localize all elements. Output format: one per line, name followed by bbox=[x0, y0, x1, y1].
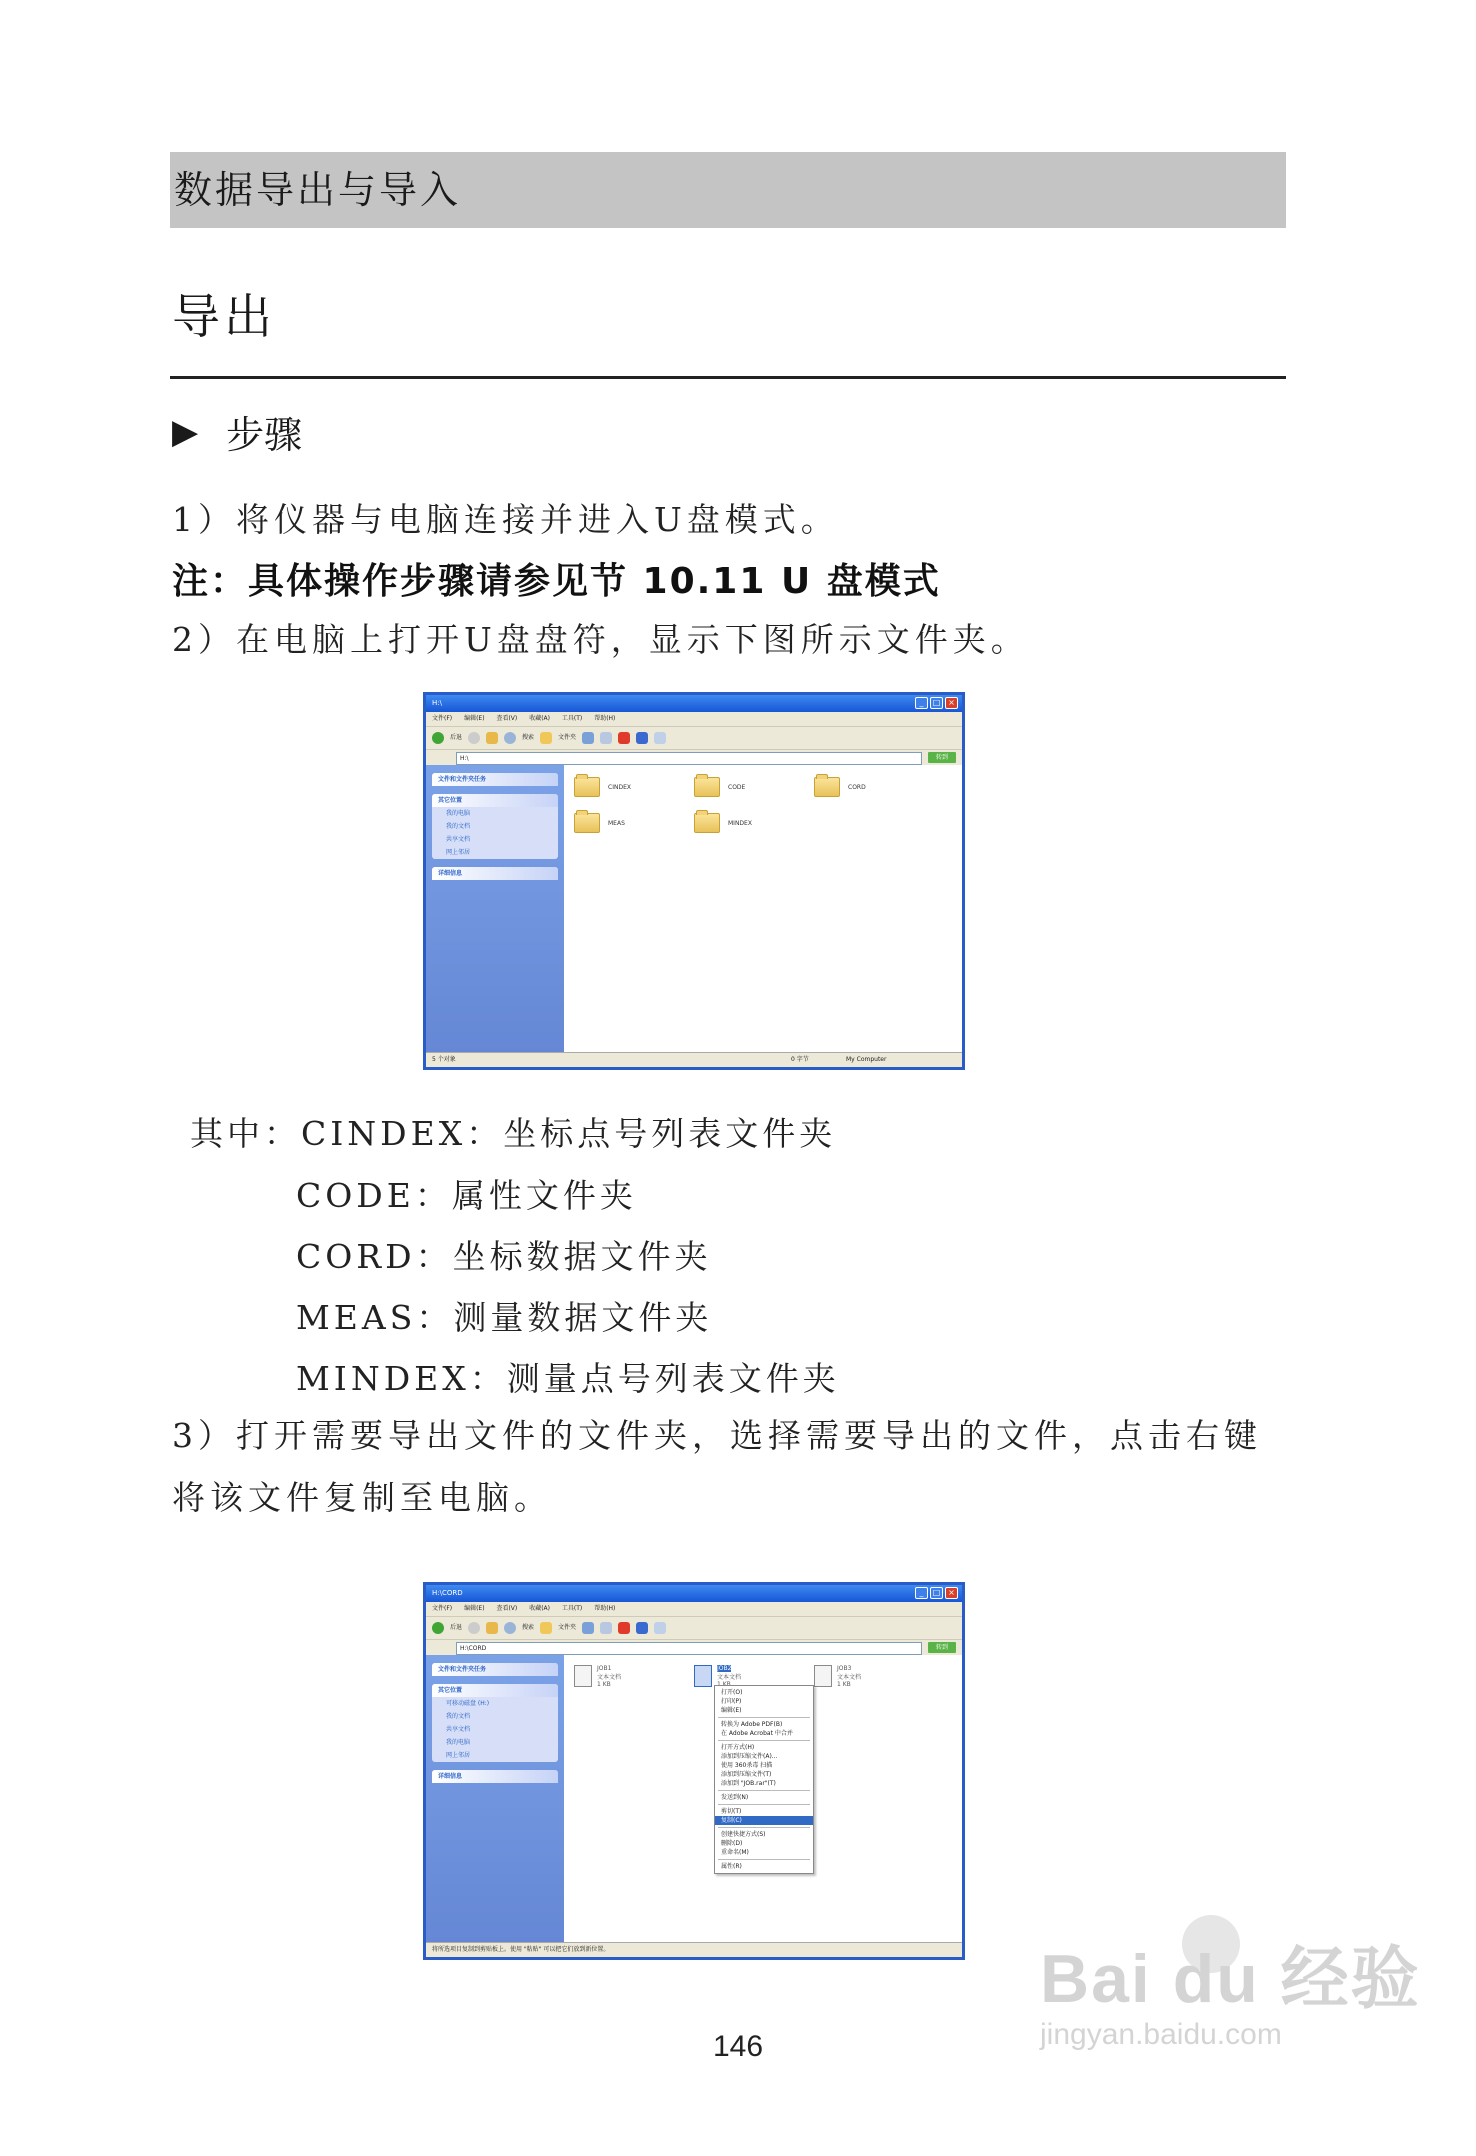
back-icon[interactable] bbox=[432, 732, 444, 744]
panel-header[interactable]: 文件和文件夹任务 bbox=[432, 1663, 558, 1676]
search-button[interactable]: 搜索 bbox=[522, 734, 535, 741]
status-object-count: 5 个对象 bbox=[432, 1056, 456, 1063]
panel-header[interactable]: 详细信息 bbox=[432, 1770, 558, 1783]
folder-label: CODE bbox=[728, 783, 746, 791]
place-link[interactable]: 我的文档 bbox=[446, 823, 471, 830]
back-button[interactable]: 后退 bbox=[450, 734, 463, 741]
menu-separator bbox=[718, 1859, 810, 1860]
page-number: 146 bbox=[712, 2030, 764, 2063]
menu-view[interactable]: 查看(V) bbox=[496, 715, 518, 722]
explorer-screenshot-cord bbox=[423, 1582, 965, 1960]
ctx-rename[interactable]: 重命名(M) bbox=[721, 1849, 749, 1856]
window-titlebar bbox=[426, 695, 962, 712]
cut-icon[interactable] bbox=[582, 1622, 594, 1634]
file-item[interactable] bbox=[574, 1665, 621, 1688]
folder-item[interactable] bbox=[694, 777, 745, 797]
menu-bar bbox=[426, 712, 962, 727]
status-size: 0 字节 bbox=[791, 1056, 809, 1063]
menu-separator bbox=[718, 1790, 810, 1791]
ctx-360-scan[interactable]: 使用 360杀毒 扫描 bbox=[721, 1762, 773, 1769]
task-panel-file-tasks bbox=[432, 1663, 558, 1676]
step-3: 3）打开需要导出文件的文件夹，选择需要导出的文件，点击右键将该文件复制至电脑。 bbox=[172, 1416, 1262, 1517]
panel-header[interactable]: 其它位置 bbox=[432, 794, 558, 807]
place-link[interactable]: 共享文档 bbox=[446, 1726, 471, 1733]
folders-icon[interactable] bbox=[540, 1622, 552, 1634]
text-file-icon bbox=[814, 1665, 832, 1687]
triangle-bullet-icon: ▶ bbox=[172, 411, 199, 452]
back-icon[interactable] bbox=[432, 1622, 444, 1634]
menu-favorites[interactable]: 收藏(A) bbox=[529, 715, 550, 722]
ctx-add-to-rar[interactable]: 添加到 "JOB.rar"(T) bbox=[721, 1780, 776, 1787]
panel-header[interactable]: 详细信息 bbox=[432, 867, 558, 880]
folder-desc-cindex bbox=[190, 1108, 836, 1155]
folder-desc-cord: CORD：坐标数据文件夹 bbox=[296, 1237, 712, 1276]
ctx-open[interactable]: 打开(O) bbox=[721, 1689, 743, 1696]
steps-heading bbox=[172, 404, 302, 459]
status-location: My Computer bbox=[846, 1056, 887, 1063]
file-name: JOB3 bbox=[837, 1665, 852, 1672]
up-folder-icon[interactable] bbox=[486, 1622, 498, 1634]
ctx-delete[interactable]: 删除(D) bbox=[721, 1840, 743, 1847]
minimize-icon[interactable]: _ bbox=[915, 1587, 928, 1599]
folders-button[interactable]: 文件夹 bbox=[558, 734, 577, 741]
ctx-convert-pdf[interactable]: 转换为 Adobe PDF(B) bbox=[721, 1721, 783, 1728]
folder-item[interactable] bbox=[814, 777, 866, 797]
text-file-icon bbox=[694, 1665, 712, 1687]
forward-icon[interactable] bbox=[468, 732, 480, 744]
close-icon[interactable]: × bbox=[945, 697, 958, 709]
status-bar bbox=[426, 1942, 962, 1957]
baidu-jingyan-watermark bbox=[1040, 1925, 1421, 2052]
go-button[interactable]: 转到 bbox=[928, 1642, 956, 1653]
menu-tools[interactable]: 工具(T) bbox=[561, 1605, 583, 1612]
copy-icon[interactable] bbox=[600, 1622, 612, 1634]
step-1: 1）将仪器与电脑连接并进入U盘模式。 bbox=[172, 500, 839, 539]
folder-icon bbox=[694, 777, 720, 797]
menu-edit[interactable]: 编辑(E) bbox=[464, 715, 485, 722]
context-menu bbox=[714, 1685, 814, 1874]
explorer-screenshot-root bbox=[423, 692, 965, 1070]
folder-label: CINDEX bbox=[608, 783, 631, 791]
undo-icon[interactable] bbox=[636, 732, 648, 744]
ctx-copy[interactable]: 复制(C) bbox=[715, 1816, 813, 1825]
ctx-acrobat-merge[interactable]: 在 Adobe Acrobat 中合并 bbox=[721, 1730, 793, 1737]
place-link[interactable]: 我的电脑 bbox=[446, 1739, 471, 1746]
search-icon[interactable] bbox=[504, 732, 516, 744]
folder-desc-code: CODE：属性文件夹 bbox=[296, 1176, 637, 1215]
folder-label: MINDEX bbox=[728, 819, 752, 827]
watermark-sub: jingyan.baidu.com bbox=[1040, 2018, 1282, 2051]
file-view bbox=[564, 1655, 962, 1943]
undo-icon[interactable] bbox=[636, 1622, 648, 1634]
task-pane bbox=[426, 765, 564, 1053]
folder-label: MEAS bbox=[608, 819, 625, 827]
folder-view bbox=[564, 765, 962, 1053]
file-name: JOB1 bbox=[597, 1665, 612, 1672]
menu-separator bbox=[718, 1827, 810, 1828]
text-file-icon bbox=[574, 1665, 592, 1687]
folder-label: CORD bbox=[848, 783, 866, 791]
toolbar bbox=[426, 727, 962, 750]
menu-separator bbox=[718, 1740, 810, 1741]
window-title: H:\ bbox=[432, 699, 442, 707]
file-type: 文本文档 bbox=[597, 1674, 622, 1681]
ctx-send-to[interactable]: 发送到(N) bbox=[721, 1794, 749, 1801]
section-title: 数据导出与导入 bbox=[170, 152, 1286, 228]
ctx-properties[interactable]: 属性(R) bbox=[721, 1863, 742, 1870]
task-pane bbox=[426, 1655, 564, 1943]
menu-tools[interactable]: 工具(T) bbox=[561, 715, 583, 722]
menu-view[interactable]: 查看(V) bbox=[496, 1605, 518, 1612]
search-button[interactable]: 搜索 bbox=[522, 1624, 535, 1631]
folders-button[interactable]: 文件夹 bbox=[558, 1624, 577, 1631]
address-input[interactable]: H:\ bbox=[456, 752, 922, 765]
go-button[interactable]: 转到 bbox=[928, 752, 956, 763]
menu-file[interactable]: 文件(F) bbox=[432, 1605, 453, 1612]
folder-item[interactable] bbox=[574, 777, 631, 797]
folder-desc-mindex: MINDEX：测量点号列表文件夹 bbox=[296, 1359, 840, 1398]
ctx-edit[interactable]: 编辑(E) bbox=[721, 1707, 742, 1714]
status-bar bbox=[426, 1052, 962, 1067]
delete-icon[interactable] bbox=[618, 732, 630, 744]
maximize-icon[interactable]: □ bbox=[930, 697, 943, 709]
place-link[interactable]: 网上邻居 bbox=[446, 1752, 471, 1759]
menu-help[interactable]: 帮助(H) bbox=[594, 715, 616, 722]
folder-icon bbox=[814, 777, 840, 797]
ctx-print[interactable]: 打印(P) bbox=[721, 1698, 742, 1705]
status-hint: 将所选项目复制到剪贴板上。使用 "粘贴" 可以把它们放到新位置。 bbox=[432, 1946, 610, 1953]
task-panel-other-places bbox=[432, 794, 558, 859]
folder-icon bbox=[694, 813, 720, 833]
views-icon[interactable] bbox=[654, 732, 666, 744]
panel-header[interactable]: 文件和文件夹任务 bbox=[432, 773, 558, 786]
close-icon[interactable]: × bbox=[945, 1587, 958, 1599]
folder-desc-prefix: 其中： bbox=[190, 1114, 301, 1153]
place-link[interactable]: 我的文档 bbox=[446, 1713, 471, 1720]
ctx-add-archive[interactable]: 添加到压缩文件(A)... bbox=[721, 1753, 778, 1760]
folder-desc-text: CINDEX：坐标点号列表文件夹 bbox=[301, 1114, 837, 1153]
place-link[interactable]: 我的电脑 bbox=[446, 810, 471, 817]
menu-file[interactable]: 文件(F) bbox=[432, 715, 453, 722]
file-type: 文本文档 bbox=[837, 1674, 862, 1681]
up-folder-icon[interactable] bbox=[486, 732, 498, 744]
ctx-cut[interactable]: 剪切(T) bbox=[721, 1808, 742, 1815]
task-panel-file-tasks bbox=[432, 773, 558, 786]
menu-separator bbox=[718, 1717, 810, 1718]
folder-item[interactable] bbox=[694, 813, 752, 833]
step-2: 2）在电脑上打开U盘盘符，显示下图所示文件夹。 bbox=[172, 620, 1029, 659]
file-size: 1 KB bbox=[597, 1681, 611, 1688]
copy-icon[interactable] bbox=[600, 732, 612, 744]
steps-heading-label: 步骤 bbox=[226, 413, 303, 457]
search-icon[interactable] bbox=[504, 1622, 516, 1634]
delete-icon[interactable] bbox=[618, 1622, 630, 1634]
folder-item[interactable] bbox=[574, 813, 625, 833]
window-titlebar bbox=[426, 1585, 962, 1602]
panel-header[interactable]: 其它位置 bbox=[432, 1684, 558, 1697]
folder-icon bbox=[574, 813, 600, 833]
toolbar bbox=[426, 1617, 962, 1640]
cut-icon[interactable] bbox=[582, 732, 594, 744]
menu-separator bbox=[718, 1804, 810, 1805]
menu-help[interactable]: 帮助(H) bbox=[594, 1605, 616, 1612]
watermark-main: Bai du 经验 bbox=[1040, 1941, 1421, 2017]
folder-desc-meas: MEAS：测量数据文件夹 bbox=[296, 1298, 713, 1337]
ctx-open-with[interactable]: 打开方式(H) bbox=[721, 1744, 755, 1751]
file-item[interactable] bbox=[814, 1665, 861, 1688]
task-panel-details bbox=[432, 867, 558, 880]
place-link[interactable]: 可移动磁盘 (H:) bbox=[446, 1700, 490, 1707]
heading-divider bbox=[170, 376, 1286, 379]
folder-icon bbox=[574, 777, 600, 797]
place-link[interactable]: 共享文档 bbox=[446, 836, 471, 843]
subheading-export: 导出 bbox=[172, 289, 277, 345]
task-panel-details bbox=[432, 1770, 558, 1783]
file-size: 1 KB bbox=[837, 1681, 851, 1688]
place-link[interactable]: 网上邻居 bbox=[446, 849, 471, 856]
file-type: 文本文档 bbox=[717, 1674, 742, 1681]
folders-icon[interactable] bbox=[540, 732, 552, 744]
menu-favorites[interactable]: 收藏(A) bbox=[529, 1605, 550, 1612]
menu-edit[interactable]: 编辑(E) bbox=[464, 1605, 485, 1612]
back-button[interactable]: 后退 bbox=[450, 1624, 463, 1631]
minimize-icon[interactable]: _ bbox=[915, 697, 928, 709]
window-title: H:\CORD bbox=[432, 1589, 463, 1597]
task-panel-other-places bbox=[432, 1684, 558, 1762]
file-name: JOB2 bbox=[717, 1665, 732, 1672]
address-input[interactable]: H:\CORD bbox=[456, 1642, 922, 1655]
step-note: 注：具体操作步骤请参见节 10.11 U 盘模式 bbox=[172, 561, 941, 602]
forward-icon[interactable] bbox=[468, 1622, 480, 1634]
maximize-icon[interactable]: □ bbox=[930, 1587, 943, 1599]
ctx-create-shortcut[interactable]: 创建快捷方式(S) bbox=[721, 1831, 766, 1838]
views-icon[interactable] bbox=[654, 1622, 666, 1634]
menu-bar bbox=[426, 1602, 962, 1617]
ctx-add-archive-2[interactable]: 添加到压缩文件(T) bbox=[721, 1771, 772, 1778]
